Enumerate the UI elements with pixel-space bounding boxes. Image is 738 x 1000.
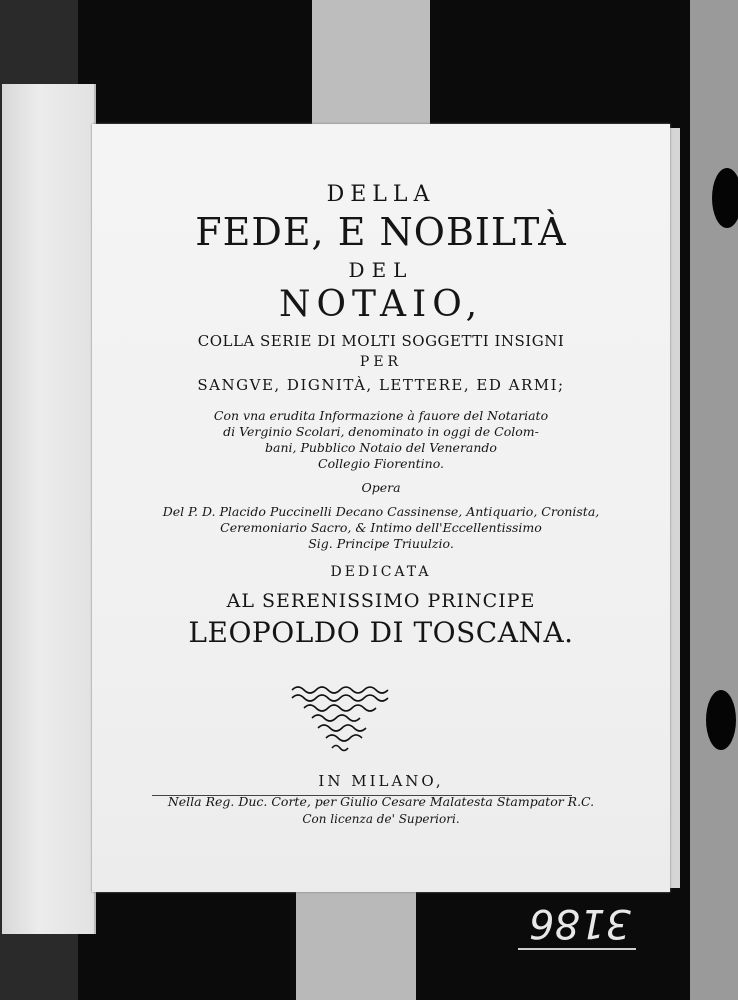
- imprint-printer: Nella Reg. Duc. Corte, per Giulio Cesare Malatesta Stampator R.C.: [167, 794, 595, 809]
- subtitle-line: COLLA SERIE DI MOLTI SOGGETTI INSIGNI: [197, 332, 565, 350]
- title-page: [92, 124, 670, 892]
- imprint-license: Con licenza de' Superiori.: [302, 812, 460, 826]
- background-hole: [706, 690, 736, 750]
- printers-ornament-icon: [288, 684, 392, 754]
- info-line: Con vna erudita Informazione à fauore del Notariato: [213, 408, 549, 423]
- subtitle-line: PER: [359, 354, 403, 370]
- author-line: Sig. Principe Triuulzio.: [308, 536, 454, 551]
- title-line: DEL: [348, 258, 414, 282]
- left-book-cover: [2, 84, 96, 934]
- info-line: bani, Pubblico Notaio del Venerando: [265, 440, 497, 455]
- opera-label: Opera: [361, 480, 401, 495]
- shelf-mark-underline: [518, 948, 636, 950]
- shelf-mark: 3186: [529, 900, 631, 946]
- background-stripe: [312, 0, 430, 130]
- title-line: DELLA: [326, 182, 436, 207]
- dedicatee-name: LEOPOLDO DI TOSCANA.: [188, 616, 574, 649]
- subtitle-line: SANGVE, DIGNITÀ, LETTERE, ED ARMI;: [197, 376, 565, 394]
- background-stripe: [690, 0, 738, 1000]
- background-stripe: [296, 880, 416, 1000]
- info-line: Collegio Fiorentino.: [318, 456, 444, 471]
- author-line: Ceremoniario Sacro, & Intimo dell'Eccellentissimo: [220, 520, 542, 535]
- imprint-place: IN MILANO,: [318, 772, 444, 790]
- dedication-label: DEDICATA: [330, 564, 432, 580]
- author-line: Del P. D. Placido Puccinelli Decano Cassinense, Antiquario, Cronista,: [162, 504, 600, 519]
- info-line: di Verginio Scolari, denominato in oggi de Colom-: [223, 424, 539, 439]
- background-hole: [712, 168, 738, 228]
- title-main: NOTAIO,: [278, 284, 484, 325]
- title-main: FEDE, E NOBILTÀ: [195, 210, 567, 254]
- dedicatee-line: AL SERENISSIMO PRINCIPE: [226, 590, 536, 612]
